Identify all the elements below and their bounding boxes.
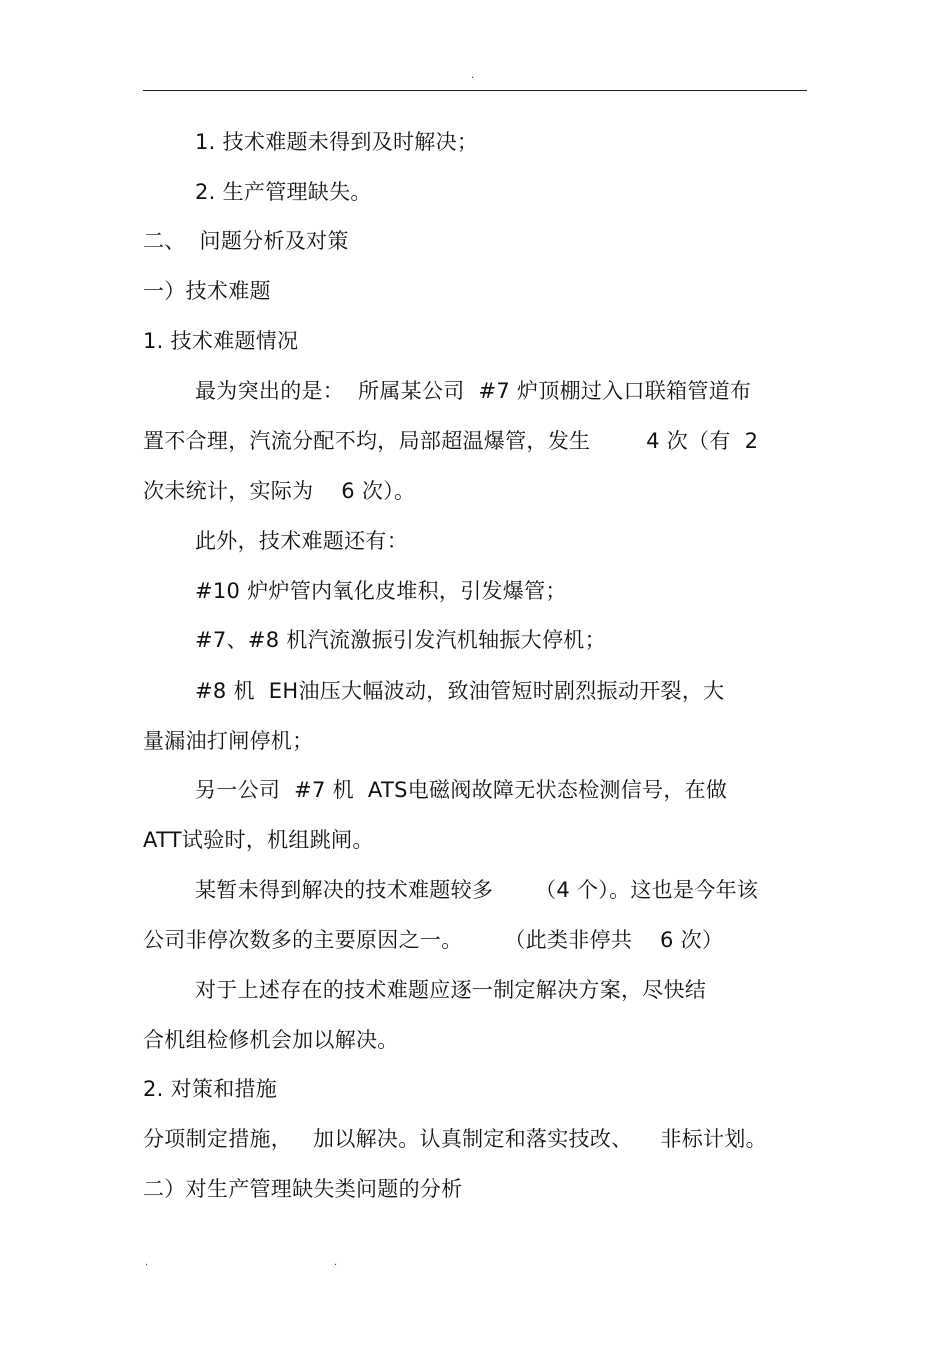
- header-mark: .: [471, 70, 475, 81]
- subsection-heading: 二）对生产管理缺失类问题的分析: [143, 1177, 463, 1201]
- paragraph-line: #7、#8 机汽流激振引发汽机轴振大停机；: [195, 628, 606, 652]
- paragraph-line: 对于上述存在的技术难题应逐一制定解决方案，尽快结: [195, 978, 707, 1002]
- subsection-heading: 一）技术难题: [143, 279, 271, 303]
- paragraph-line: ATT试验时，机组跳闸。: [143, 828, 374, 852]
- paragraph-line: 另一公司 #7 机 ATS电磁阀故障无状态检测信号，在做: [195, 778, 728, 802]
- paragraph-line: 合机组检修机会加以解决。: [143, 1028, 399, 1052]
- item-heading: 2. 对策和措施: [143, 1077, 278, 1101]
- paragraph-line: 2. 生产管理缺失。: [195, 180, 372, 204]
- paragraph-line: 量漏油打闸停机；: [143, 729, 314, 753]
- paragraph-line: #8 机 EH油压大幅波动，致油管短时剧烈振动开裂，大: [195, 679, 725, 703]
- paragraph-line: 公司非停次数多的主要原因之一。 （此类非停共 6 次）: [143, 928, 724, 952]
- footer-mark-right: .: [334, 1257, 338, 1268]
- paragraph-line: 最为突出的是： 所属某公司 #7 炉顶棚过入口联箱管道布: [195, 379, 752, 403]
- header-rule: [143, 90, 807, 91]
- paragraph-line: #10 炉炉管内氧化皮堆积，引发爆管；: [195, 579, 567, 603]
- paragraph-line: 1. 技术难题未得到及时解决；: [195, 130, 479, 154]
- section-heading: 二、 问题分析及对策: [143, 229, 349, 253]
- paragraph-line: 次未统计，实际为 6 次）。: [143, 479, 416, 503]
- paragraph-line: 置不合理，汽流分配不均，局部超温爆管，发生 4 次（有 2: [143, 429, 759, 453]
- paragraph-line: 此外，技术难题还有：: [195, 529, 408, 553]
- item-heading: 1. 技术难题情况: [143, 329, 299, 353]
- footer-mark-left: .: [145, 1257, 149, 1268]
- paragraph-line: 某暂未得到解决的技术难题较多 （4 个）。这也是今年该: [195, 878, 759, 902]
- paragraph-line: 分项制定措施， 加以解决。认真制定和落实技改、 非标计划。: [143, 1127, 767, 1151]
